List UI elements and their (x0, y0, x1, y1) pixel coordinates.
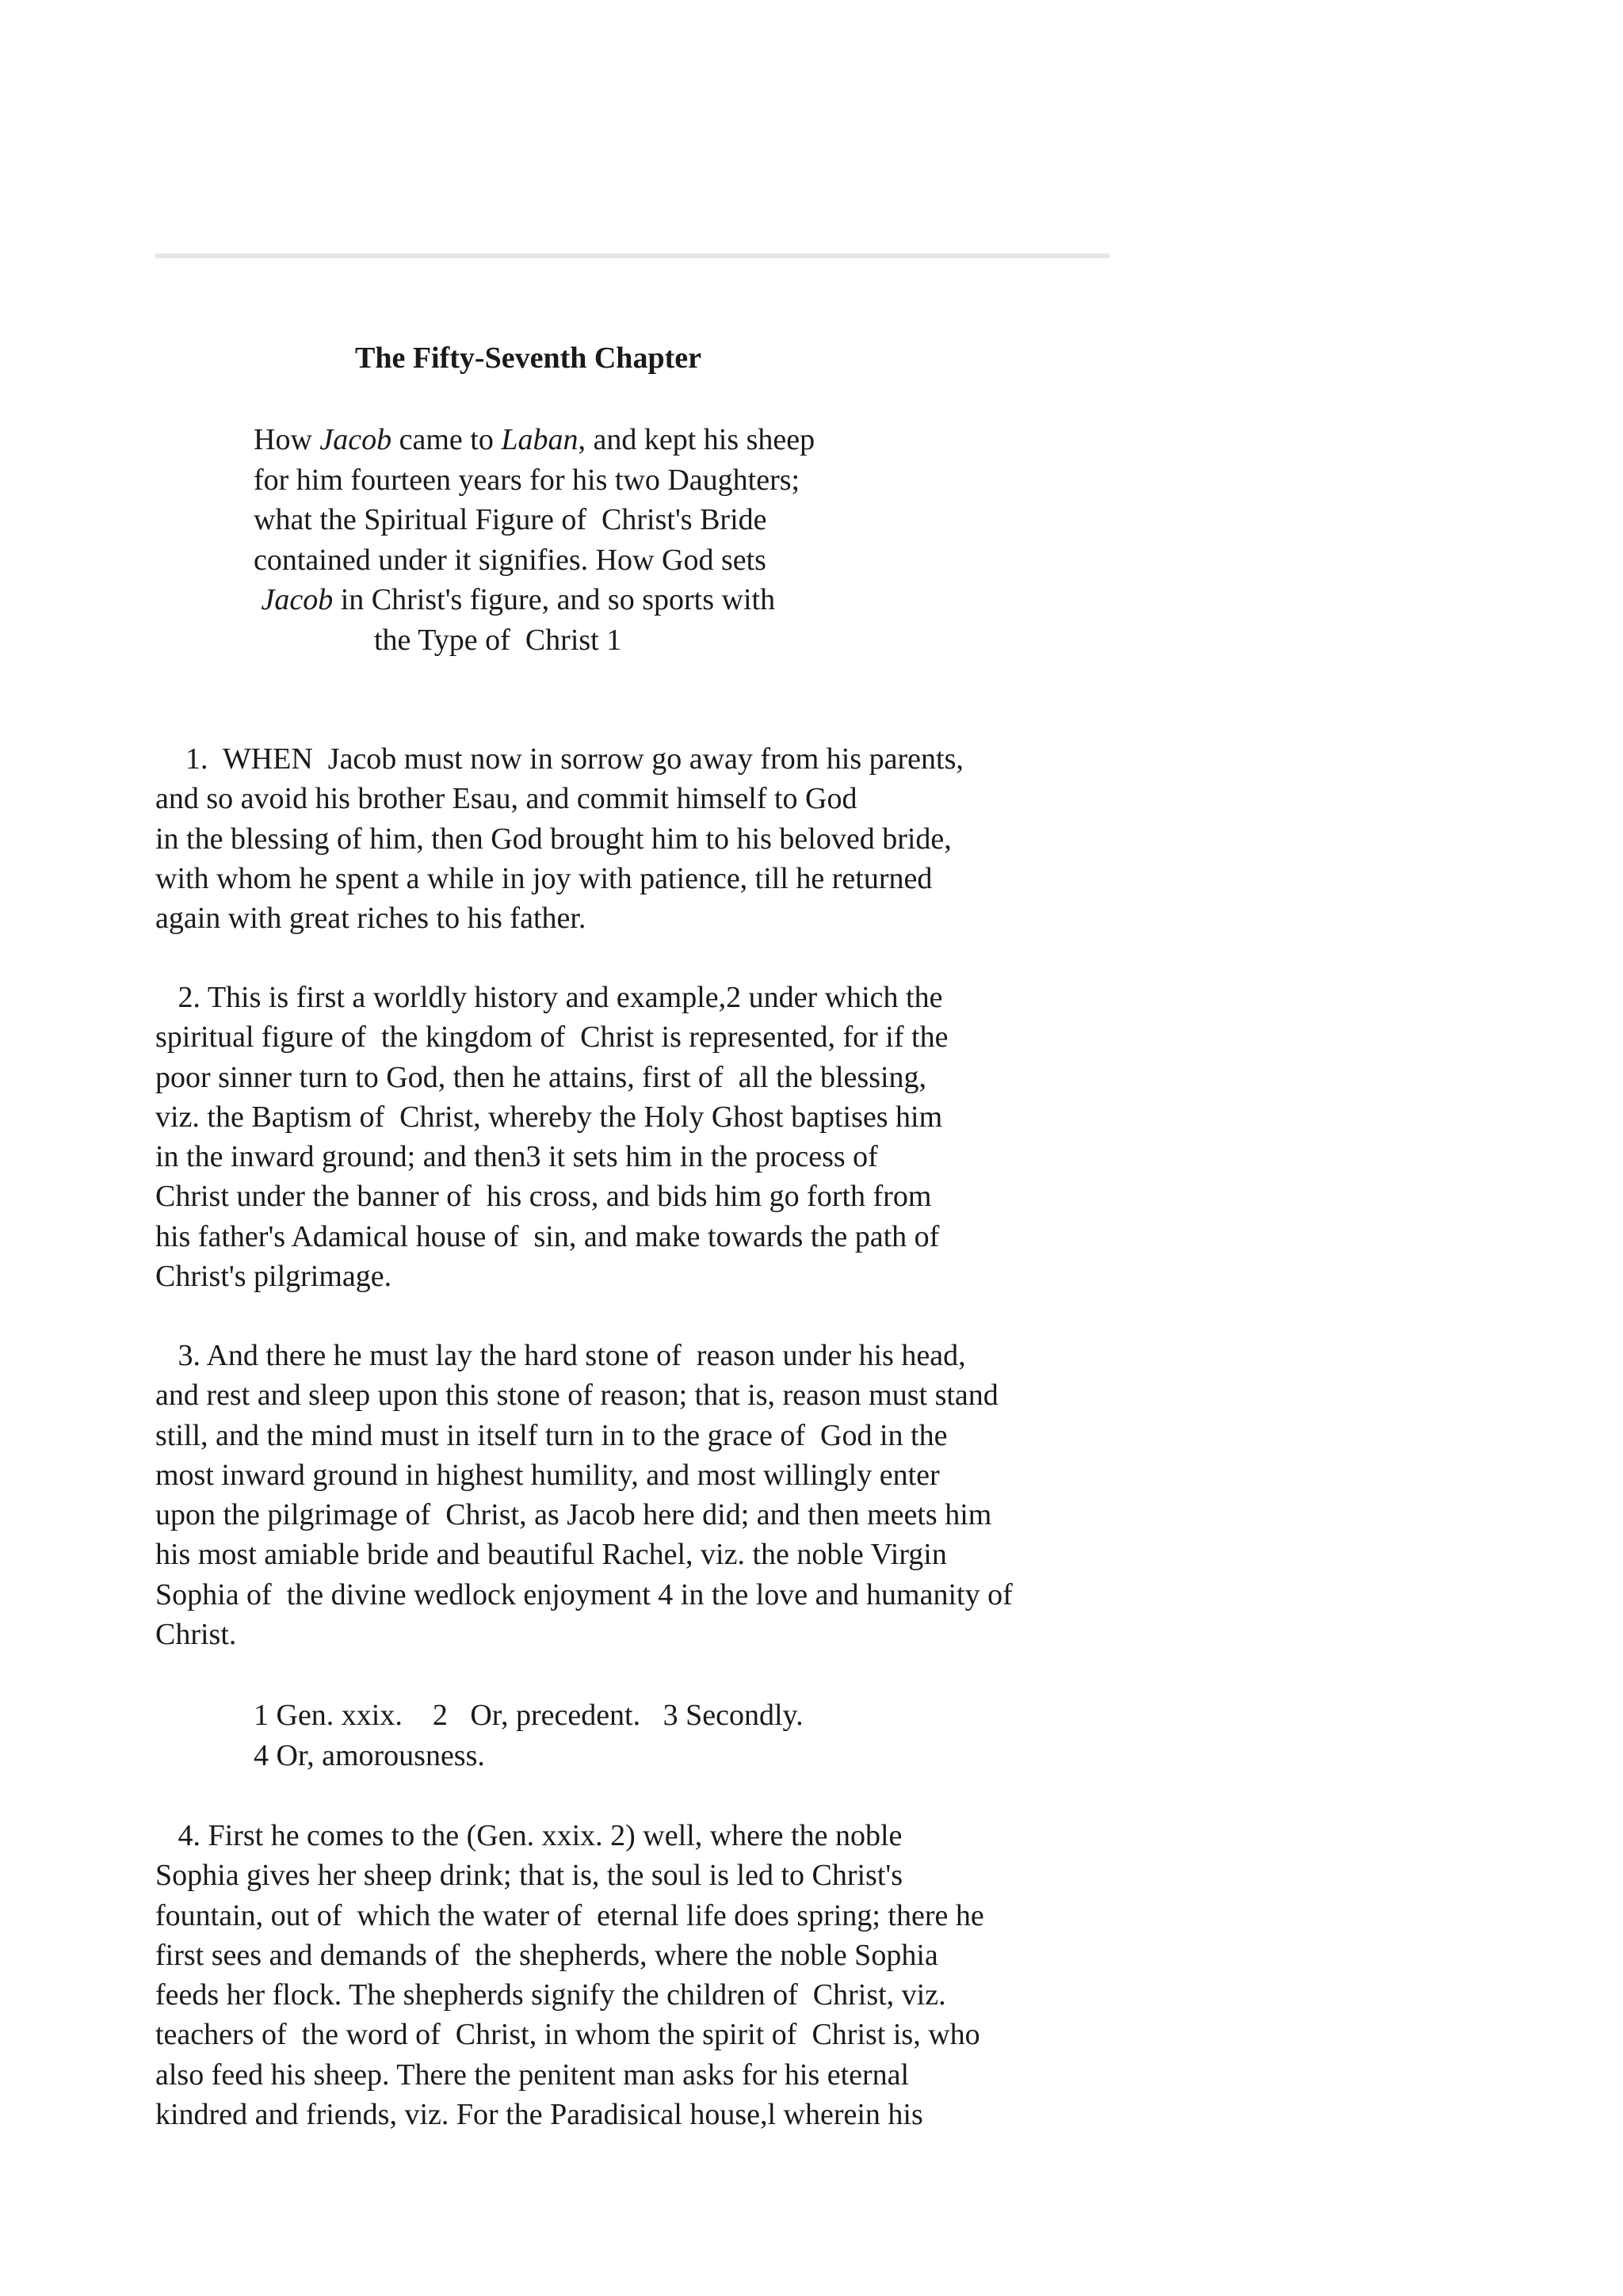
summary-italic-name: Jacob (319, 423, 392, 456)
paragraph-line: Sophia gives her sheep drink; that is, the soul is led to Christ's (155, 1859, 903, 1893)
paragraph-line: and rest and sleep upon this stone of reason; that is, reason must stand (155, 1379, 999, 1413)
paragraph-line: 4. First he comes to the (Gen. xxix. 2) well, where the noble (155, 1819, 903, 1852)
footnote-line: 1 Gen. xxix. 2 Or, precedent. 3 Secondly. (254, 1699, 804, 1732)
summary-line (254, 620, 815, 661)
summary-text: came to (391, 423, 502, 456)
summary-text: , and kept his sheep (578, 423, 815, 456)
summary-line (254, 580, 815, 620)
summary-italic-name: Jacob (261, 583, 334, 616)
chapter-title: The Fifty-Seventh Chapter (355, 341, 701, 375)
paragraph-4 (155, 1816, 984, 2134)
paragraph-line: viz. the Baptism of Christ, whereby the Holy Ghost baptises him (155, 1100, 943, 1134)
summary-text: the Type of Christ 1 (254, 623, 622, 657)
summary-line (254, 540, 815, 581)
summary-text: in Christ's figure, and so sports with (333, 583, 776, 616)
summary-line (254, 460, 815, 501)
paragraph-line: again with great riches to his father. (155, 902, 586, 936)
horizontal-rule (155, 254, 1109, 258)
paragraph-line: 2. This is first a worldly history and example,2 under which the (155, 981, 943, 1014)
paragraph-line: in the inward ground; and then3 it sets him in the process of (155, 1140, 878, 1174)
footnote-line: 4 Or, amorousness. (254, 1738, 485, 1772)
paragraph-line: his father's Adamical house of sin, and make towards the path of (155, 1219, 940, 1253)
paragraph-line: first sees and demands of the shepherds, where the noble Sophia (155, 1938, 938, 1972)
paragraph-2 (155, 978, 948, 1296)
paragraph-line: Christ under the banner of his cross, and bids him go forth from (155, 1180, 932, 1214)
paragraph-line: spiritual figure of the kingdom of Christ is represented, for if the (155, 1020, 949, 1055)
chapter-summary (254, 420, 815, 660)
summary-text: for him fourteen years for his two Daughters; (254, 463, 800, 497)
paragraph-line: Sophia of the divine wedlock enjoyment 4 in the love and humanity of (155, 1577, 1013, 1611)
summary-italic-name: Laban (501, 423, 579, 456)
summary-text: How (254, 423, 320, 456)
paragraph-line: 1. WHEN Jacob must now in sorrow go away from his parents, (155, 742, 964, 776)
paragraph-line: in the blessing of him, then God brought him to his beloved bride, (155, 822, 952, 856)
paragraph-line: upon the pilgrimage of Christ, as Jacob here did; and then meets him (155, 1498, 992, 1532)
summary-text: what the Spiritual Figure of Christ's Bride (254, 503, 767, 536)
paragraph-line: still, and the mind must in itself turn in to the grace of God in the (155, 1418, 948, 1452)
paragraph-line: most inward ground in highest humility, and most willingly enter (155, 1458, 940, 1492)
summary-text: contained under it signifies. How God sets (254, 543, 766, 577)
paragraph-line: fountain, out of which the water of eternal life does spring; there he (155, 1898, 984, 1932)
summary-line (254, 500, 815, 540)
paragraph-line: Christ's pilgrimage. (155, 1260, 392, 1294)
paragraph-3 (155, 1336, 1013, 1654)
footnotes (254, 1695, 804, 1775)
summary-line (254, 420, 815, 460)
paragraph-line: feeds her flock. The shepherds signify the children of Christ, viz. (155, 1978, 946, 2012)
paragraph-1 (155, 739, 964, 938)
summary-text (254, 583, 262, 616)
paragraph-line: also feed his sheep. There the penitent man asks for his eternal (155, 2058, 910, 2092)
paragraph-line: his most amiable bride and beautiful Rachel, viz. the noble Virgin (155, 1538, 947, 1572)
paragraph-line: kindred and friends, viz. For the Paradisical house,l wherein his (155, 2098, 923, 2132)
paragraph-line: and so avoid his brother Esau, and commit himself to God (155, 782, 857, 816)
paragraph-line: with whom he spent a while in joy with patience, till he returned (155, 861, 933, 895)
paragraph-line: poor sinner turn to God, then he attains, first of all the blessing, (155, 1060, 927, 1094)
paragraph-line: teachers of the word of Christ, in whom the spirit of Christ is, who (155, 2018, 980, 2052)
paragraph-line: 3. And there he must lay the hard stone of reason under his head, (155, 1339, 966, 1372)
paragraph-line: Christ. (155, 1618, 237, 1652)
